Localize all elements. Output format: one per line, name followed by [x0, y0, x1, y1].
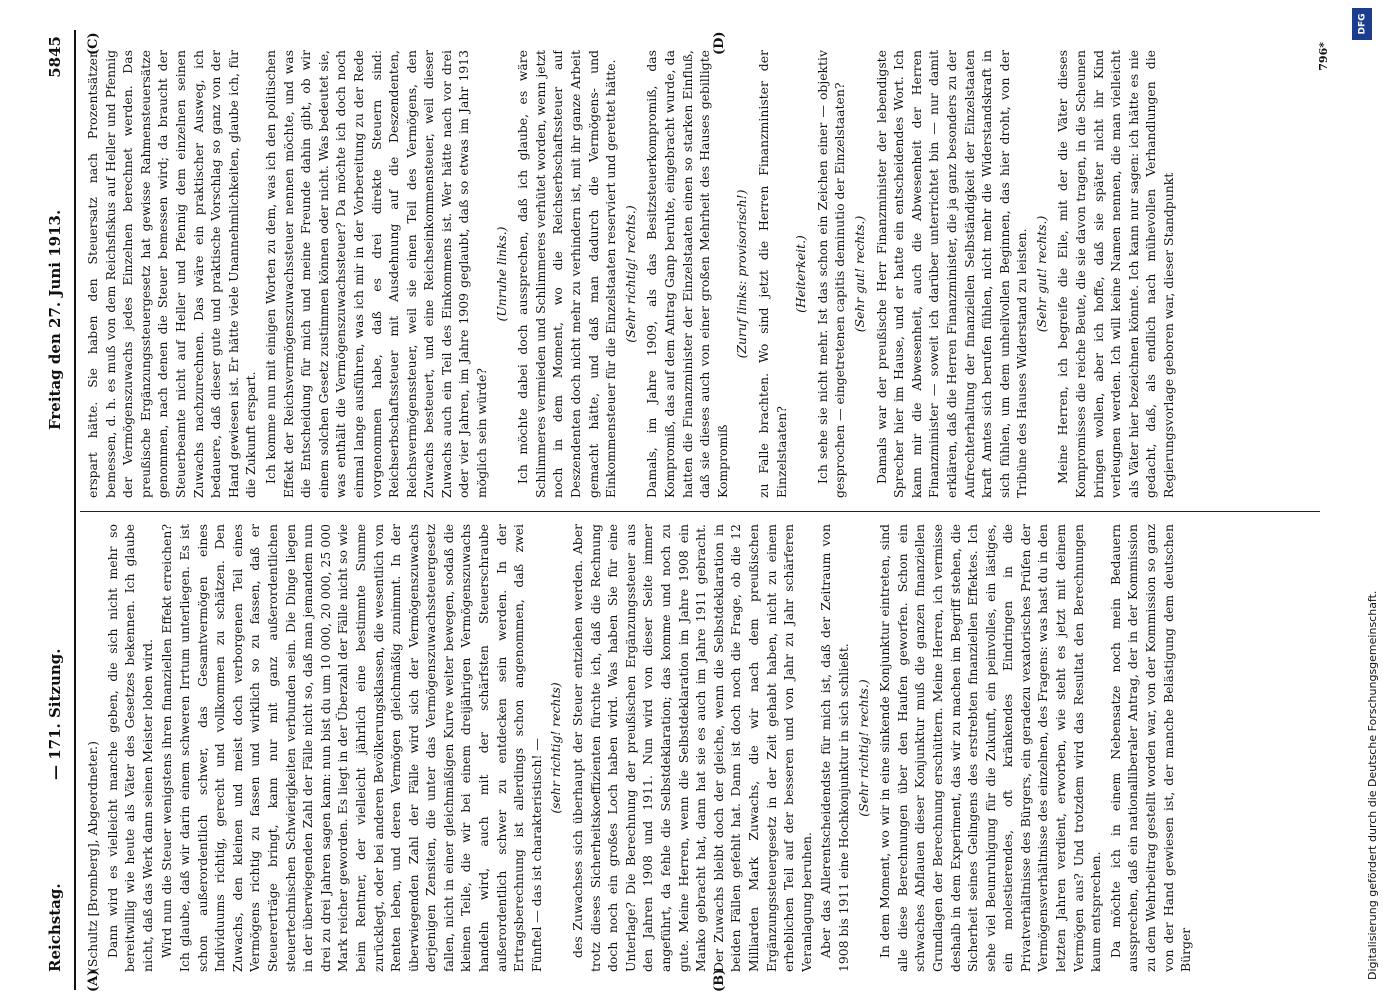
- column-divider: [80, 511, 1320, 512]
- paragraph: zu Falle brachten. Wo sind jetzt die Herren Finanzminister der Einzelstaaten?: [755, 50, 789, 498]
- paragraph: In dem Moment, wo wir in eine sinkende Konjunktur eintreten, sind alle diese Berechnungen über den Haufen geworfen. Schon ein schwaches Abflauen dieser Konjunktur muß die ganzen finanziellen Grundlagen der Berechnung erschüttern. Meine Herren, ich vermisse deshalb in dem Experiment, das wir zu machen im Begriff stehen, die Sicherheit seines Gelingens des erstrebten finanziellen Effektes. Ich sehe viel Beunruhigung für die Zukunft, ein peinvolles, ein lästiges, ein molestierendes, oft kränkendes Eindringen in die Privatverhältnisse des Bürgers, ein geradezu vexatorisches Prüfen der Vermögensverhältnisse des einzelnen, des Fragens: was hast du in den letzten Jahren verdient, erworben, wie steht es jetzt mit deinem Vermögen aus? Und trotzdem wird das Resultat den Berechnungen kaum entsprechen.: [877, 524, 1104, 972]
- interjection: (Sehr richtig! rechts.): [855, 679, 871, 817]
- paragraph: Damals, im Jahre 1909, als das Besitzsteuerkompromiß, das Kompromiß, das auf dem Antrag Ganp beruhte, eingebracht wurde, da hatten die Finanzminister der Einzelstaaten einen so starken Einfluß, daß sie dieses auch von einer großen Mehrheit des Hauses gebilligte Kompromiß: [644, 50, 730, 498]
- margin-marker-b: (B): [712, 968, 727, 992]
- margin-marker-d: (D): [712, 31, 727, 55]
- interjection: (Sehr gut! rechts.): [1033, 215, 1049, 333]
- header-date: Freitag den 27. Juni 1913.: [46, 209, 64, 430]
- paragraph: erspart hätte. Sie haben den Steuersatz nach Prozentsätzen bemessen, d. h. es muß von dem Reichsfiskus auf Heller und Pfennig der Vermögenszuwachs jedes Einzelnen berechnet werden. Das preußische Ergänzungssteuergesetz hat gewisse Rahmensteuersätze genommen, nach denen die Steuer bemessen wird; da braucht der Steuerbeamte nicht auf Heller und Pfennig dem einzelnen seinen Zuwachs nachzurechnen. Das wäre ein praktischer Ausweg, ich bedauere, daß dieser gute und praktische Vorschlag so ganz von der Hand gewiesen ist. Er hätte viele Unannehmlichkeiten, glaube ich, für die Zukunft erspart.: [85, 50, 259, 498]
- right-text-column: [84, 50, 1319, 498]
- page-header: [40, 30, 76, 990]
- paragraph: Da möchte ich in einem Nebensatze noch mein Bedauern aussprechen, daß ein nationalliberaler Antrag, der in der Kommission zu dem Wehrbeitrag gestellt worden war, von der Kommission so ganz von der Hand gewiesen ist, der manche Belästigung dem deutschen Bürger: [1107, 524, 1194, 972]
- interjection: (sehr richtig! rechts): [548, 682, 564, 814]
- interjection: (Zuruf links: provisorisch!): [734, 189, 750, 359]
- interjection: (Heiterkeit.): [793, 235, 809, 313]
- paragraph: des Zuwachses sich überhaupt der Steuer entziehen werden. Aber trotz dieses Sicherheitskoeffizienten fürchte ich, daß die Rechnung doch noch ein großes Loch haben wird. Was haben Sie für eine Unterlage? Die Berechnung der preußischen Ergänzungssteuer aus den Jahren 1908 und 1911. Nun wird von dieser Seite immer angeführt, da fehle die Selbstdeklaration; das komme und noch zu gute. Meine Herren, wenn die Selbstdeklaration im Jahre 1908 ein Manko gebracht hat, dann hat sie es auch im Jahre 1911 gebracht. Der Zuwachs bleibt doch der gleiche, wenn die Selbstdeklaration in beiden Fällen gefehlt hat. Dann ist doch noch die Frage, ob die 12 Milliarden Mark Zuwachs, die wir nach dem preußischen Ergänzungssteuergesetz in der Zeit gehabt haben, nicht zu einem erheblichen Teil auf der besseren und von Jahr zu Jahr schärferen Veranlagung beruhen.: [570, 524, 814, 972]
- interjection: (Unruhe links.): [493, 226, 509, 322]
- paragraph: Aber das Allerentscheidendste für mich ist, daß der Zeitraum von 1908 bis 1911 eine Hochkonjunktur in sich schließt.: [818, 524, 851, 972]
- header-session: — 171. Sitzung.: [46, 648, 64, 780]
- paragraph: Ich komme nun mit einigen Worten zu dem, was ich den politischen Effekt der Reichsvermögenszuwachssteuer nennen möchte, und was die Entscheidung für mich und meine Freunde dahin gibt, ob wir einem solchen Gesetz zustimmen können oder nicht. Was bedeutet sie, was enthält die Vermögenszuwachssteuer? Da möchte ich doch noch einmal lange ausführen, was ich mir in der Vorbereitung zu der Rede vorgenommen habe, daß es drei direkte Steuern sind: Reichserbschaftssteuer mit Ausdehnung auf die Deszendenten, Reichsvermögenssteuer, weil sie einen Teil des Vermögens, den Zuwachs besteuert, und eine Reichseinkommensteuer, weil dieser Zuwachs auch ein Teil des Einkommens ist. Wer hätte nach vor drei oder vier Jahren, im Jahre 1909 geglaubt, daß so etwas im Jahr 1913 möglich sein würde?: [262, 50, 490, 498]
- paragraph: Meine Herren, ich begreife die Eile, mit der die Väter dieses Kompromisses die reiche Beute, die sie davon tragen, in die Scheunen bringen wollen, aber ich hoffe, daß sie später nicht ihr Kind verleugnen werden. Ich will keine Namen nennen, die man vielleicht als Väter hier bezeichnen könnte. Ich kann nur sagen: ich hätte es nie gedacht, daß, als endlich nach mühevollen Verhandlungen die Regierungsvorlage geboren war, dieser Standpunkt: [1055, 50, 1177, 498]
- rotated-document-page: [40, 30, 1330, 990]
- left-text-column: [84, 524, 1319, 972]
- header-page-number: 5845: [46, 36, 64, 78]
- sheet-mark: 796*: [1317, 42, 1330, 71]
- paragraph: Dann wird es vielleicht manche geben, die sich nicht mehr so bereitwillig wie heute als Väter des Gesetzes bekennen. Ich glaube nicht, daß das Werk dann seinen Meister loben wird.: [104, 524, 155, 972]
- paragraph: (Schultz [Bromberg], Abgeordneter.): [85, 741, 100, 972]
- dfg-logo: DFG: [1352, 8, 1372, 40]
- paragraph: Wird nun die Steuer wenigstens ihren finanziellen Effekt erreichen? Ich glaube, daß wir darin einem schweren Irrtum unterliegen. Es ist schon außerordentlich schwer, das Gesamtvermögen eines Individuums richtig, gerecht und vollkommen zu schätzen. Den Zuwachs, den kleinen und meist doch verborgenen Teil eines Vermögens richtig zu fassen und wirklich so zu fassen, daß er Steuererträge bringt, kann nur mit ganz außerordentlichen steuertechnischen Schwierigkeiten verbunden sein. Die Dinge liegen in der überwiegenden Zahl der Fälle nicht so, daß man jemandem nun drei zu drei Jahren sagen kann: nun bist du um 10 000, 20 000, 25 000 Mark reicher geworden. Es liegt in der Überzahl der Fälle nicht so wie beim Rentner, der vielleicht jährlich eine bestimmte Summe zurücklegt, oder bei anderen Bevölkerungsklassen, die wesentlich von Renten leben, und deren Vermögen gleichmäßig zunimmt. In der überwiegenden Zahl der Fälle wird sich der Vermögenszuwachs derjenigen Zensiten, die unter das Vermögenszuwachssteuergesetz fallen, nicht in einer gleichmäßigen Kurve weiter bewegen, sodaß die kleinen Teile, die wir bei einem dreijährigen Vermögenszuwachs handeln wird, auch mit der schärfsten Steuerschraube außerordentlich schwer zu entdecken sein werden. In der Ertragsberechnung ist allerdings schon angenommen, daß zwei Fünftel — das ist charakteristisch! —: [159, 524, 544, 972]
- interjection: (Sehr richtig! rechts.): [622, 205, 638, 343]
- digitization-notice: Digitalisierung gefördert durch die Deutsche Forschungsgemeinschaft.: [1366, 590, 1379, 980]
- header-title: Reichstag.: [46, 883, 64, 972]
- paragraph: Ich möchte dabei doch aussprechen, daß ich glaube, es wäre Schlimmeres vermieden und Schlimmeres verhütet worden, wenn jetzt noch in dem Moment, wo die Reichserbschaftssteuer auf Deszendenten doch nicht mehr zu verhindern ist, mit ihr ganze Arbeit gemacht hätte, und daß man dadurch die Vermögens- und Einkommensteuer für die Einzelstaaten reserviert und gerettet hätte.: [515, 50, 619, 498]
- margin-marker-a: (A): [86, 969, 101, 992]
- interjection: (Sehr gut! rechts.): [851, 215, 867, 333]
- margin-marker-c: (C): [86, 32, 101, 55]
- paragraph: Damals war der preußische Herr Finanzminister der lebendigste Sprecher hier im Hause, und er hatte ein entscheidendes Wort. Ich kann mir die Abwesenheit, auch die Abwesenheit der Herren Finanzminister — soweit ich darüber unterrichtet bin — nur damit erklären, daß die Herren Finanzminister, die ja ganz besonders zu der Aufrechterhaltung der finanziellen Selbständigkeit der Einzelstaaten kraft Amtes sich berufen fühlen, nicht mehr die Widerstandskraft in sich fühlen, um dem unheilvollen Beginnen, das hier droht, von der Tribüne des Hauses Widerstand zu leisten.: [873, 50, 1030, 498]
- paragraph: Ich sehe sie nicht mehr. Ist das schon ein Zeichen einer — objektiv gesprochen — eingetretenen capitis deminutio der Einzelstaaten?: [814, 50, 848, 498]
